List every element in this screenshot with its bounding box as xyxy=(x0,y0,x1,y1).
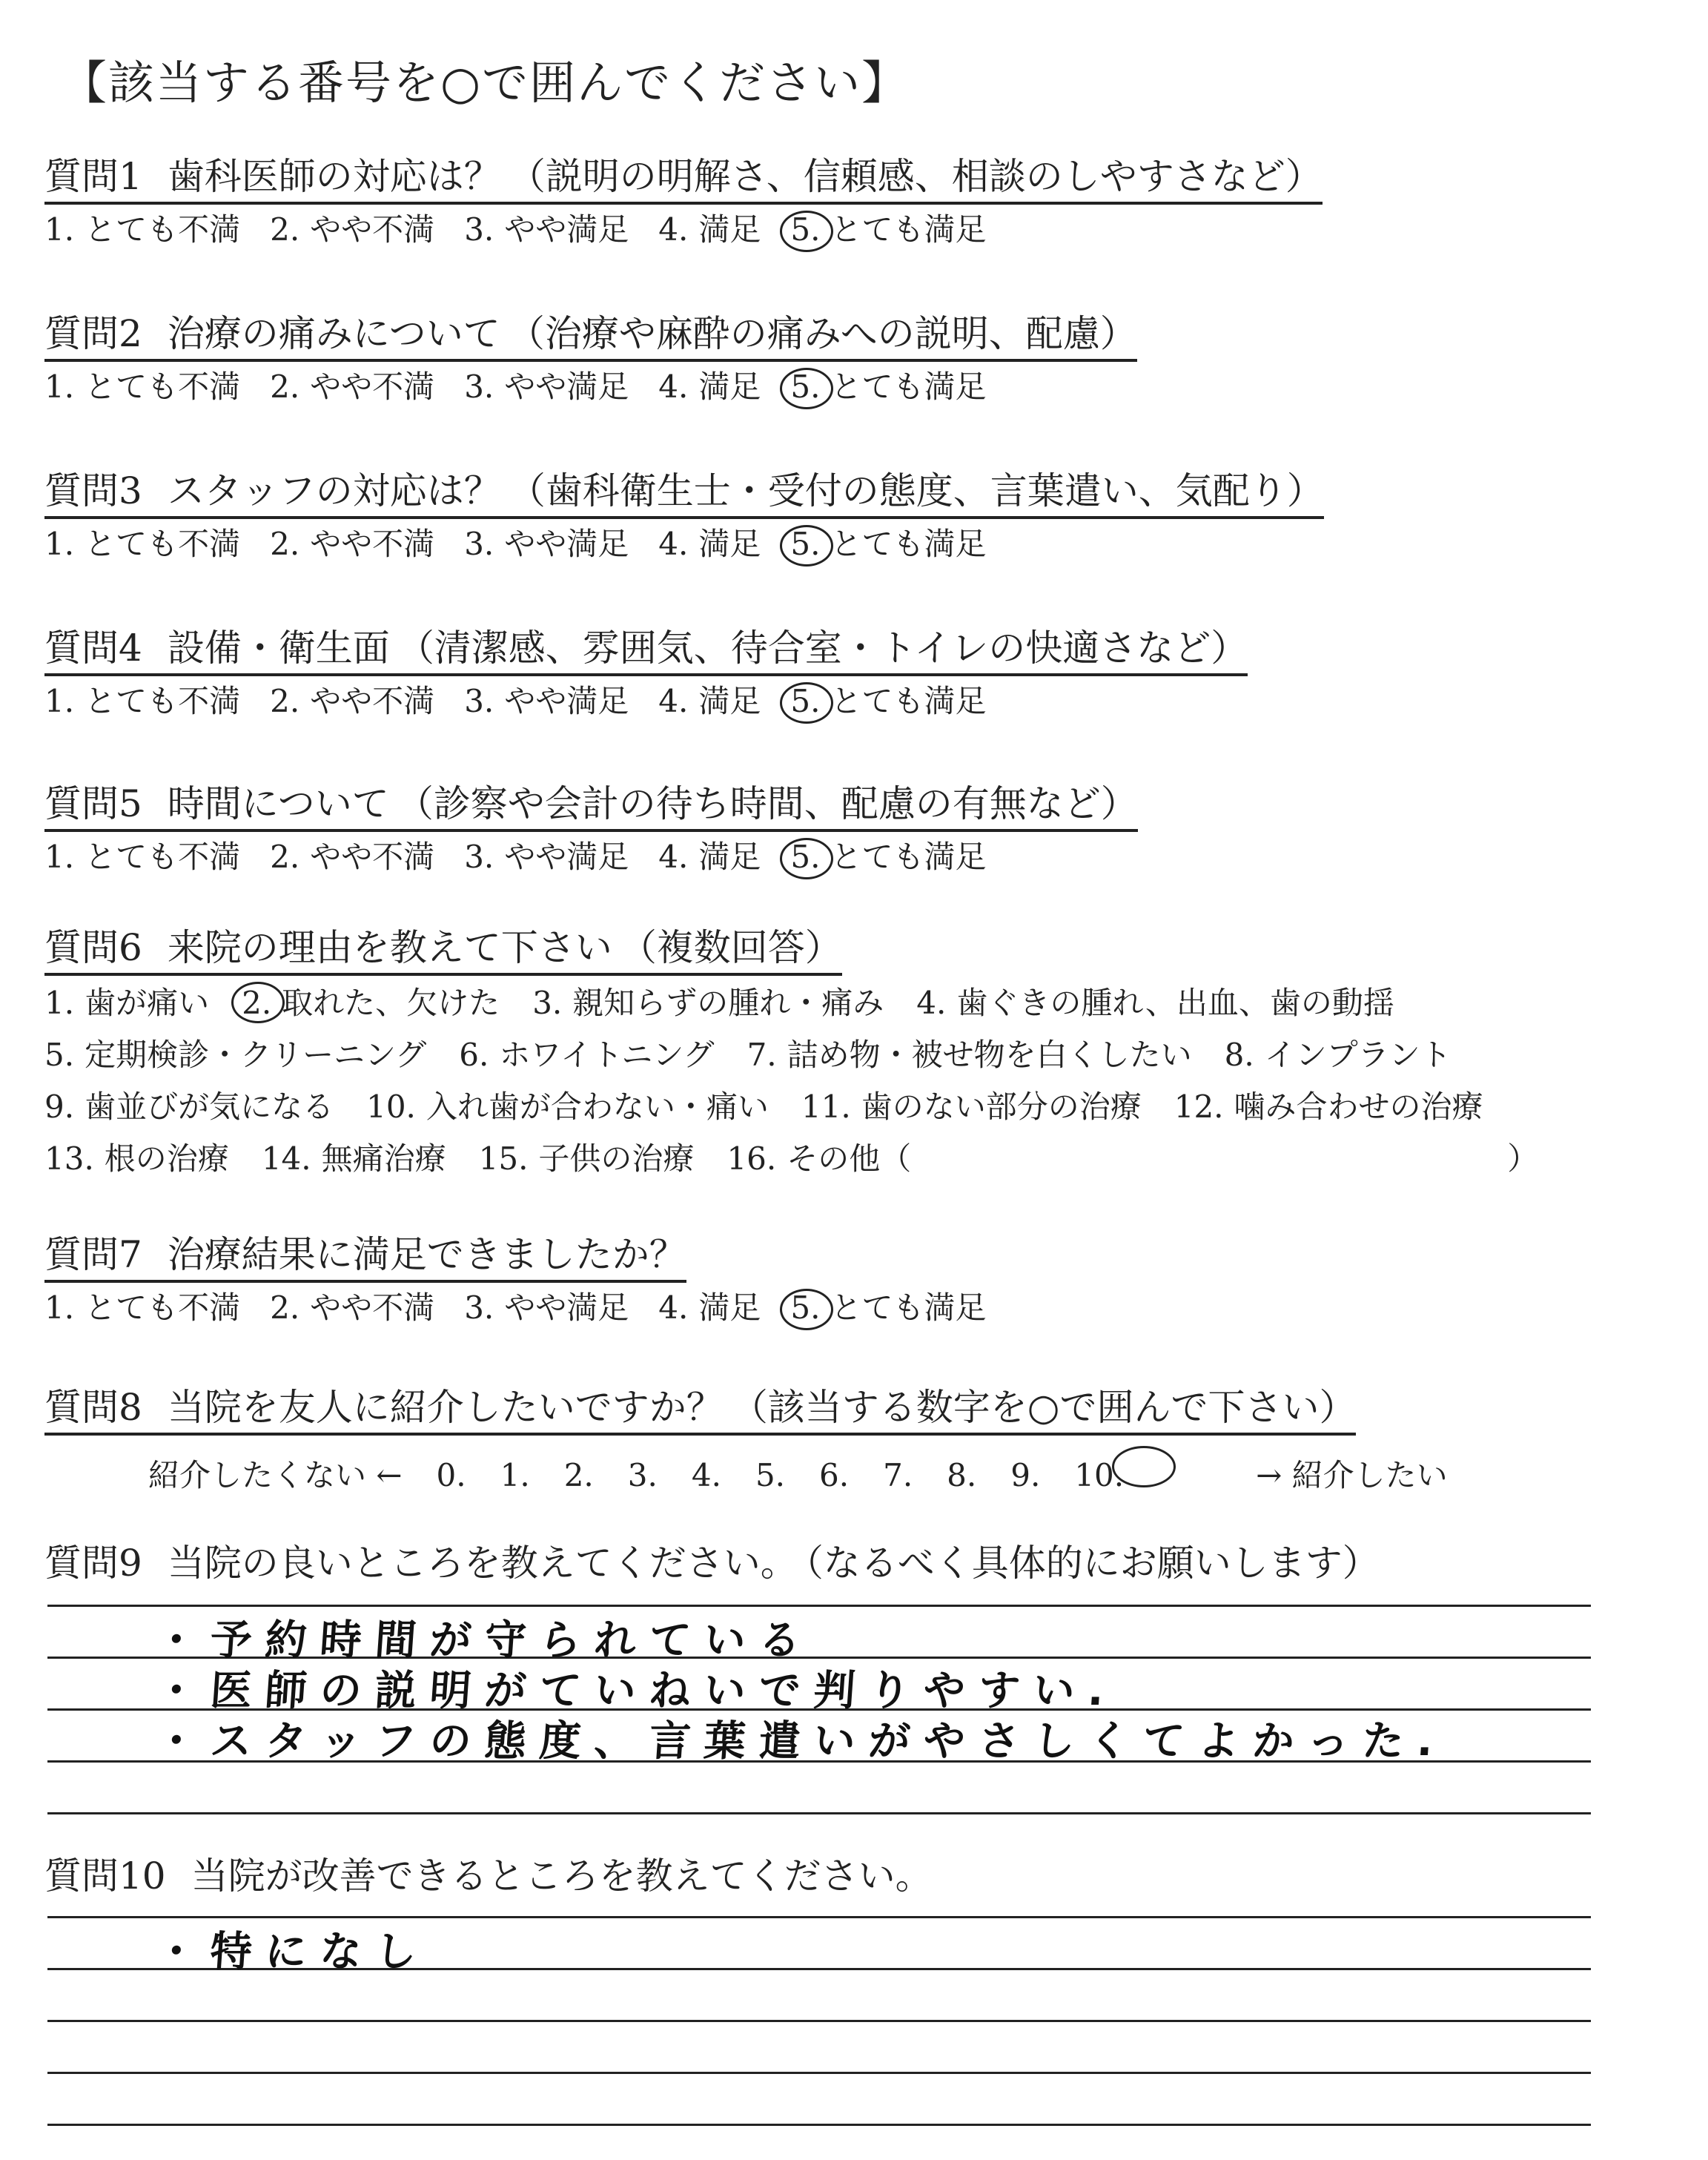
option-number: 14. xyxy=(261,1140,311,1177)
option-label: 取れた、欠けた xyxy=(282,985,500,1021)
rating-option[interactable] xyxy=(464,209,629,251)
option-number: 1. xyxy=(44,211,75,248)
option-label: 満足 xyxy=(698,526,761,562)
option-label: 詰め物・被せ物を白くしたい xyxy=(787,1037,1192,1073)
question-6-options xyxy=(44,977,1571,1185)
handwritten-answer: ・医師の説明がていねいで判りやすい. xyxy=(153,1667,1119,1715)
question-note: （治療や麻酔の痛みへの説明、配慮） xyxy=(507,312,1137,355)
rating-option[interactable] xyxy=(464,366,629,408)
rating-option[interactable] xyxy=(270,524,434,565)
option-number: 3. xyxy=(464,369,494,405)
scale-left-label: 紹介したくない ← xyxy=(148,1457,403,1493)
option-label: 満足 xyxy=(698,1289,761,1326)
option-number: 4. xyxy=(658,839,689,875)
option-label: 根の治療 xyxy=(104,1140,229,1177)
option-label: やや不満 xyxy=(310,211,435,248)
reason-option[interactable] xyxy=(44,977,209,1029)
rating-option[interactable] xyxy=(464,524,629,565)
answer-line xyxy=(47,2020,1591,2022)
question-number: 質問4 xyxy=(44,627,142,670)
rating-option[interactable] xyxy=(270,366,434,408)
question-number: 質問8 xyxy=(44,1386,142,1429)
option-number: 16. xyxy=(726,1140,777,1177)
option-number: 8. xyxy=(1224,1037,1254,1073)
rating-option[interactable] xyxy=(464,681,629,722)
question-note: （複数回答） xyxy=(619,926,842,969)
rating-option[interactable] xyxy=(658,209,761,251)
rating-option[interactable] xyxy=(464,836,629,878)
question-2-options xyxy=(44,366,1016,408)
selection-circle-icon xyxy=(1112,1446,1176,1487)
rating-option[interactable] xyxy=(44,836,240,878)
question-8-heading xyxy=(44,1385,1356,1436)
option-number: 1. xyxy=(44,369,75,405)
option-label: やや不満 xyxy=(310,369,435,405)
option-label: とても満足 xyxy=(830,211,987,248)
option-number: 5. xyxy=(790,839,821,875)
option-number: 5. xyxy=(790,369,821,405)
scale-right-label: → 紹介したい xyxy=(1256,1457,1448,1493)
option-number: 5. xyxy=(790,1289,821,1326)
question-note: （該当する数字を○で囲んで下さい） xyxy=(730,1386,1357,1429)
option-label: 満足 xyxy=(698,839,761,875)
option-number: 1. xyxy=(44,839,75,875)
option-label: とても不満 xyxy=(85,1289,241,1326)
option-number: 7. xyxy=(747,1037,777,1073)
option-label: やや不満 xyxy=(310,526,435,562)
question-note: （清潔感、雰囲気、待合室・トイレの快適さなど） xyxy=(397,627,1248,670)
question-text: 治療結果に満足できましたか？ xyxy=(167,1233,686,1276)
option-label: やや満足 xyxy=(504,839,629,875)
question-text: 設備・衛生面 xyxy=(167,627,390,670)
question-number: 質問2 xyxy=(44,312,142,355)
handwritten-answer: ・特になし xyxy=(153,1928,431,1976)
option-label: 無痛治療 xyxy=(321,1140,446,1177)
option-label: ） xyxy=(1507,1140,1539,1177)
rating-option[interactable] xyxy=(44,524,240,565)
question-3-heading xyxy=(44,469,1324,519)
option-row xyxy=(44,1133,1571,1185)
question-number: 質問10 xyxy=(44,1855,166,1898)
question-text: 歯科医師の対応は？ xyxy=(167,155,501,198)
option-number: 3. xyxy=(464,683,494,719)
option-label: とても不満 xyxy=(85,683,241,719)
option-label: とても不満 xyxy=(85,369,241,405)
option-number: 3. xyxy=(464,839,494,875)
rating-option[interactable] xyxy=(658,836,761,878)
reason-option[interactable] xyxy=(242,977,500,1029)
option-number: 4. xyxy=(916,985,947,1021)
scale-value[interactable]: 2. xyxy=(563,1457,594,1493)
rating-option[interactable] xyxy=(790,1287,986,1329)
option-number: 10. xyxy=(366,1089,416,1125)
question-text: 時間について xyxy=(167,782,389,825)
option-number: 2. xyxy=(270,1289,300,1326)
option-label: とても不満 xyxy=(85,839,241,875)
question-7-heading xyxy=(44,1232,686,1283)
question-5-options xyxy=(44,836,1016,878)
rating-option[interactable] xyxy=(44,681,240,722)
reason-option[interactable] xyxy=(532,977,884,1029)
option-number: 3. xyxy=(464,526,494,562)
option-label: 歯ぐきの腫れ、出血、歯の動揺 xyxy=(956,985,1394,1021)
option-number: 1. xyxy=(44,683,75,719)
question-10-heading xyxy=(44,1854,933,1901)
option-label: インプラント xyxy=(1264,1037,1452,1073)
question-note: （説明の明解さ、信頼感、相談のしやすさなど） xyxy=(508,155,1323,198)
rating-option[interactable] xyxy=(790,524,986,565)
option-row xyxy=(44,1029,1571,1081)
option-label: 満足 xyxy=(698,683,761,719)
question-number: 質問6 xyxy=(44,926,142,969)
option-label: やや満足 xyxy=(504,526,629,562)
option-number: 2. xyxy=(242,985,272,1021)
rating-option[interactable] xyxy=(270,836,434,878)
option-number: 4. xyxy=(658,369,689,405)
rating-option[interactable] xyxy=(270,1287,434,1329)
reason-option[interactable] xyxy=(1225,1029,1452,1081)
option-label: やや不満 xyxy=(310,839,435,875)
question-4-options xyxy=(44,681,1016,722)
option-number: 12. xyxy=(1174,1089,1224,1125)
option-label: とても不満 xyxy=(85,526,241,562)
question-3-options xyxy=(44,524,1016,565)
handwritten-answer: ・予約時間が守られている xyxy=(153,1616,815,1665)
option-number: 2. xyxy=(270,526,300,562)
option-number: 4. xyxy=(658,211,689,248)
question-1-options xyxy=(44,209,1016,251)
question-note: （歯科衛生士・受付の態度、言葉遣い、気配り） xyxy=(508,469,1324,512)
option-label: やや満足 xyxy=(504,1289,629,1326)
option-number: 5. xyxy=(790,683,821,719)
option-number: 6. xyxy=(459,1037,489,1073)
scale-value[interactable]: 1. xyxy=(500,1457,530,1493)
rating-option[interactable] xyxy=(44,209,240,251)
question-number: 質問3 xyxy=(44,469,142,512)
option-number: 2. xyxy=(270,211,300,248)
question-text: 来院の理由を教えて下さい xyxy=(167,926,612,969)
rating-option[interactable] xyxy=(790,836,986,878)
question-note: （なるべく具体的にお願いします） xyxy=(804,1542,1380,1585)
option-label: とても満足 xyxy=(830,1289,987,1326)
rating-option[interactable] xyxy=(790,366,986,408)
option-number: 1. xyxy=(44,985,75,1021)
reason-option[interactable] xyxy=(801,1081,1142,1133)
option-label: 満足 xyxy=(698,211,761,248)
option-number: 5. xyxy=(790,211,821,248)
question-number: 質問9 xyxy=(44,1542,142,1585)
option-number: 15. xyxy=(478,1140,529,1177)
option-number: 2. xyxy=(270,839,300,875)
question-number: 質問5 xyxy=(44,782,142,825)
option-label: 歯が痛い xyxy=(85,985,210,1021)
scale-value[interactable]: 7. xyxy=(883,1457,913,1493)
option-label: その他（ xyxy=(787,1140,912,1177)
option-number: 1. xyxy=(44,526,75,562)
question-7-options xyxy=(44,1287,1016,1329)
reason-option[interactable] xyxy=(262,1133,446,1185)
rating-option[interactable] xyxy=(658,1287,761,1329)
scale-value[interactable]: 8. xyxy=(947,1457,977,1493)
rating-option[interactable] xyxy=(790,209,986,251)
answer-line xyxy=(47,1605,1591,1607)
answer-line xyxy=(47,2124,1591,2126)
option-label: 満足 xyxy=(698,369,761,405)
option-label: ホワイトニング xyxy=(499,1037,715,1073)
question-note: （診察や会計の待ち時間、配慮の有無など） xyxy=(396,782,1138,825)
option-number: 5. xyxy=(790,526,821,562)
option-label: やや満足 xyxy=(504,683,629,719)
option-label: とても満足 xyxy=(830,683,987,719)
question-1-heading xyxy=(44,154,1323,205)
question-text: 当院の良いところを教えてください。 xyxy=(167,1542,798,1585)
question-number: 質問7 xyxy=(44,1233,142,1276)
question-6-heading xyxy=(44,925,842,976)
question-8-scale xyxy=(148,1444,1482,1496)
reason-option[interactable] xyxy=(44,1029,426,1081)
option-row xyxy=(44,977,1571,1029)
option-number: 3. xyxy=(464,1289,494,1326)
rating-option[interactable] xyxy=(658,681,761,722)
page-title: 【該当する番号を○で囲んでください】 xyxy=(61,56,910,110)
reason-option[interactable] xyxy=(459,1029,714,1081)
answer-line xyxy=(47,2072,1591,2074)
reason-option[interactable] xyxy=(726,1133,911,1185)
option-label: やや不満 xyxy=(310,1289,435,1326)
answer-line xyxy=(47,1916,1591,1918)
option-number: 13. xyxy=(44,1140,94,1177)
question-4-heading xyxy=(44,626,1248,676)
option-label: やや不満 xyxy=(310,683,435,719)
reason-option[interactable] xyxy=(1507,1133,1538,1185)
reason-option[interactable] xyxy=(44,1081,334,1133)
reason-option[interactable] xyxy=(916,977,1394,1029)
reason-option[interactable] xyxy=(44,1133,229,1185)
scale-value[interactable]: 9. xyxy=(1010,1457,1041,1493)
question-text: 当院が改善できるところを教えてください。 xyxy=(191,1855,933,1898)
scale-value[interactable]: 6. xyxy=(819,1457,850,1493)
option-label: 子供の治療 xyxy=(538,1140,695,1177)
option-label: とても不満 xyxy=(85,211,241,248)
handwritten-answer: ・スタッフの態度、言葉遣いがやさしくてよかった. xyxy=(153,1717,1449,1766)
reason-option[interactable] xyxy=(747,1029,1192,1081)
option-number: 2. xyxy=(270,369,300,405)
option-label: とても満足 xyxy=(830,369,987,405)
option-number: 4. xyxy=(658,683,689,719)
option-number: 1. xyxy=(44,1289,75,1326)
option-label: 親知らずの腫れ・痛み xyxy=(572,985,884,1021)
option-label: とても満足 xyxy=(830,526,987,562)
option-label: 歯のない部分の治療 xyxy=(861,1089,1142,1125)
option-label: 入れ歯が合わない・痛い xyxy=(426,1089,769,1125)
question-text: スタッフの対応は？ xyxy=(167,469,501,512)
rating-option[interactable] xyxy=(658,524,761,565)
rating-option[interactable] xyxy=(790,681,986,722)
rating-option[interactable] xyxy=(44,1287,240,1329)
option-row xyxy=(44,1081,1571,1133)
rating-option[interactable] xyxy=(270,681,434,722)
scale-value[interactable]: 0. xyxy=(436,1457,466,1493)
rating-option[interactable] xyxy=(658,366,761,408)
question-text: 治療の痛みについて xyxy=(167,312,500,355)
rating-option[interactable] xyxy=(270,209,434,251)
scale-value[interactable]: 3. xyxy=(627,1457,658,1493)
reason-option[interactable] xyxy=(479,1133,695,1185)
reason-option[interactable] xyxy=(366,1081,769,1133)
question-9-heading xyxy=(44,1541,1380,1588)
question-2-heading xyxy=(44,311,1137,362)
scale-value[interactable]: 10. xyxy=(1074,1444,1222,1496)
option-number: 9. xyxy=(44,1089,75,1125)
option-number: 4. xyxy=(658,1289,689,1326)
option-number: 4. xyxy=(658,526,689,562)
answer-line xyxy=(47,1812,1591,1814)
option-label: やや満足 xyxy=(504,369,629,405)
option-label: とても満足 xyxy=(830,839,987,875)
scale-value[interactable]: 4. xyxy=(691,1457,721,1493)
option-label: やや満足 xyxy=(504,211,629,248)
question-5-heading xyxy=(44,782,1138,832)
question-number: 質問1 xyxy=(44,155,142,198)
scale-value[interactable]: 5. xyxy=(755,1457,786,1493)
reason-option[interactable] xyxy=(1174,1081,1483,1133)
rating-option[interactable] xyxy=(44,366,240,408)
option-label: 歯並びが気になる xyxy=(85,1089,334,1125)
rating-option[interactable] xyxy=(464,1287,629,1329)
option-number: 5. xyxy=(44,1037,75,1073)
option-label: 噛み合わせの治療 xyxy=(1234,1089,1483,1125)
option-label: 定期検診・クリーニング xyxy=(85,1037,427,1073)
option-number: 11. xyxy=(801,1089,851,1125)
question-text: 当院を友人に紹介したいですか？ xyxy=(167,1386,724,1429)
option-number: 2. xyxy=(270,683,300,719)
option-number: 3. xyxy=(532,985,563,1021)
option-number: 3. xyxy=(464,211,494,248)
